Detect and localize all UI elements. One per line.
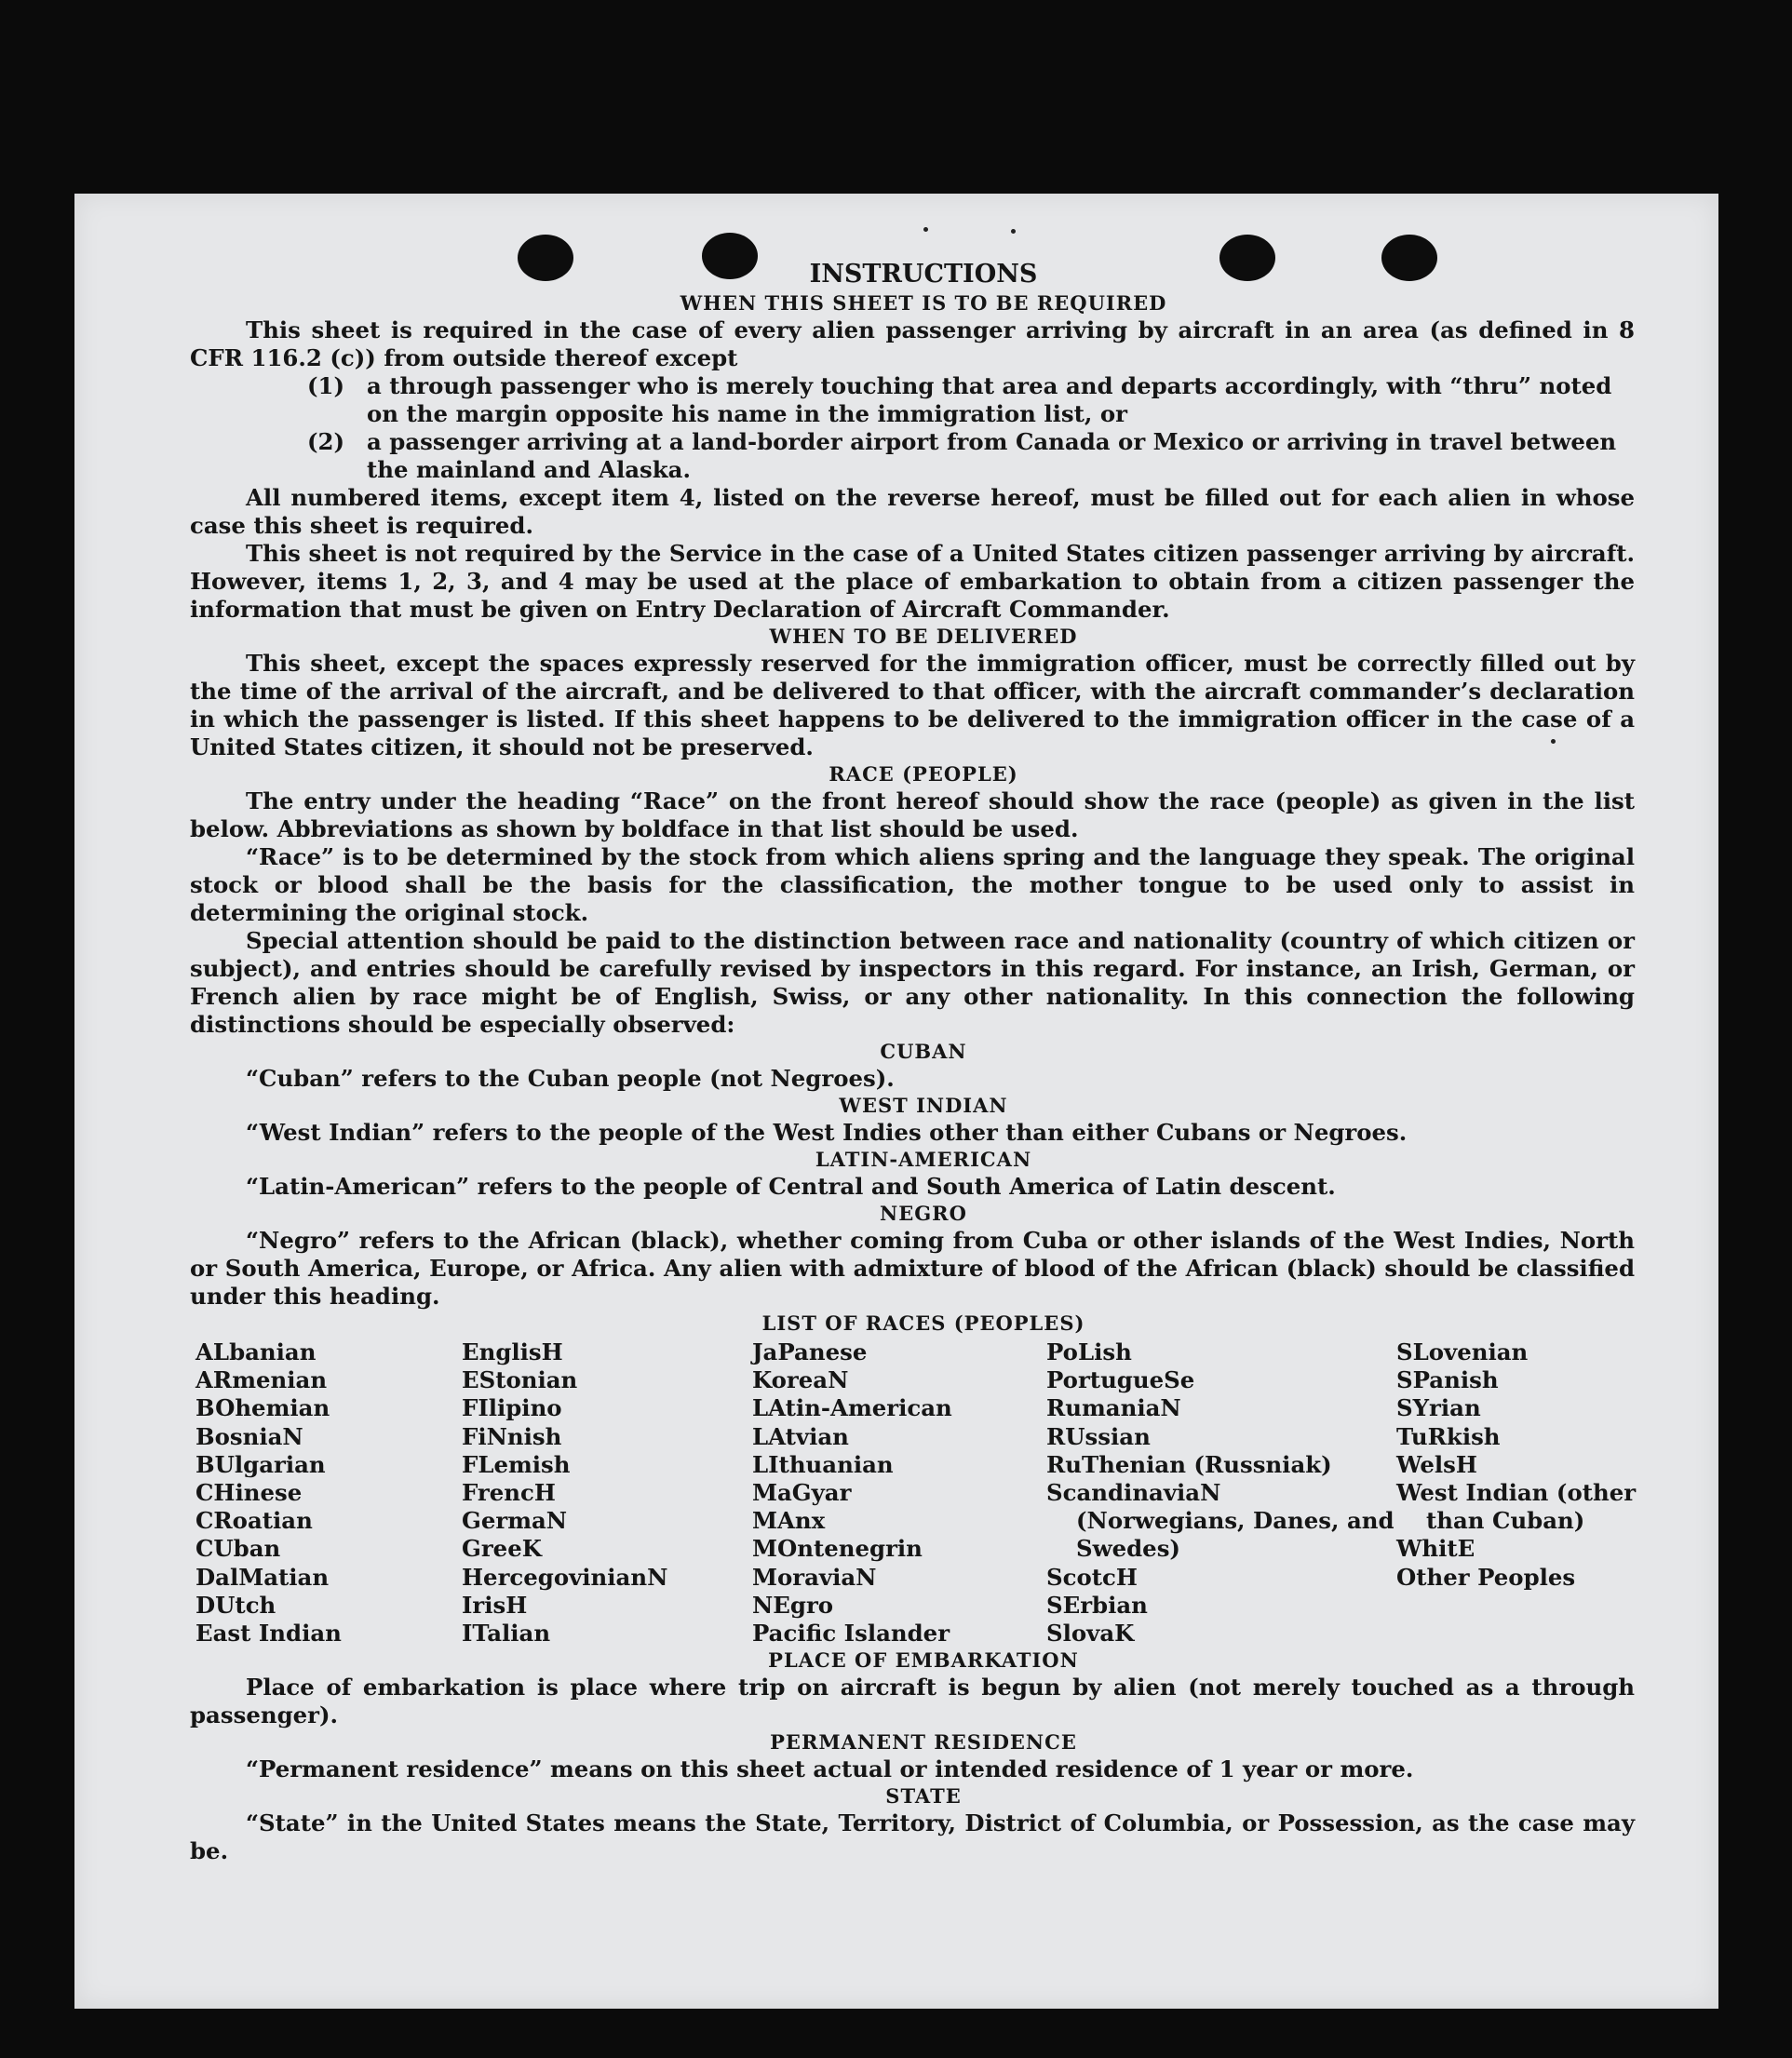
- race-entry: FLemish: [462, 1450, 571, 1478]
- race-entry: EnglisH: [462, 1338, 563, 1365]
- embarkation-definition: Place of embarkation is place where trip on aircraft is begun by alien (not merely touched as a through passenger).: [190, 1674, 1635, 1729]
- race-entry: GreeK: [462, 1535, 542, 1563]
- speck: [1011, 229, 1016, 234]
- race-entry: SErbian: [1046, 1591, 1148, 1619]
- west-indian-definition: “West Indian” refers to the people of the West Indies other than either Cubans or Negroes.: [246, 1119, 1408, 1146]
- heading-when-required: WHEN THIS SHEET IS TO BE REQUIRED: [680, 291, 1167, 315]
- race-entry: JaPanese: [752, 1338, 868, 1365]
- race-entry: Pacific Islander: [752, 1620, 950, 1648]
- race-paragraph-2: “Race” is to be determined by the stock from which aliens spring and the language they speak. The original stock or blood shall be the basis for the classification, the mother tongue to be used only to assist in determining the original stock.: [190, 843, 1635, 926]
- race-entry: FIlipino: [462, 1394, 562, 1422]
- residence-definition: “Permanent residence” means on this sheet actual or intended residence of 1 year or more.: [246, 1755, 1414, 1783]
- heading-permanent-residence: PERMANENT RESIDENCE: [770, 1730, 1077, 1755]
- race-entry: HercegovinianN: [462, 1563, 668, 1591]
- race-entry: LAtvian: [752, 1422, 849, 1450]
- race-entry: DUtch: [195, 1591, 276, 1619]
- heading-negro: NEGRO: [880, 1202, 967, 1225]
- race-entry: Other Peoples: [1396, 1563, 1576, 1591]
- race-entry: CHinese: [195, 1479, 303, 1507]
- race-entry: SYrian: [1396, 1394, 1481, 1422]
- race-entry: MAnx: [752, 1507, 826, 1535]
- exception-number: (2): [307, 428, 345, 455]
- race-entry: RuThenian (Russniak): [1046, 1450, 1332, 1478]
- races-column: [190, 1338, 462, 1648]
- race-entry: CRoatian: [195, 1507, 313, 1535]
- latin-american-definition: “Latin-American” refers to the people of Central and South America of Latin descent.: [246, 1173, 1336, 1200]
- race-entry: ScandinaviaN (Norwegians, Danes, and Swedes): [1046, 1479, 1395, 1563]
- race-entry: RUssian: [1046, 1422, 1151, 1450]
- heading-cuban: CUBAN: [880, 1040, 967, 1063]
- race-entry: SPanish: [1396, 1366, 1499, 1394]
- exception-number: (1): [307, 372, 345, 399]
- race-entry: NEgro: [752, 1591, 834, 1619]
- race-entry: ARmenian: [195, 1366, 328, 1394]
- races-list: [190, 1338, 1635, 1648]
- race-entry: MaGyar: [752, 1479, 852, 1507]
- race-entry: PortugueSe: [1046, 1366, 1195, 1394]
- races-column: [1046, 1338, 1396, 1648]
- exception-item: [190, 372, 1635, 428]
- race-entry: RumaniaN: [1046, 1394, 1181, 1422]
- numbered-items-paragraph: All numbered items, except item 4, listed on the reverse hereof, must be filled out for each alien in whose case this sheet is required.: [190, 484, 1635, 539]
- heading-state: STATE: [885, 1784, 962, 1809]
- races-column: [752, 1338, 1046, 1648]
- heading-embarkation: PLACE OF EMBARKATION: [768, 1648, 1079, 1673]
- page-title: INSTRUCTIONS: [809, 260, 1038, 289]
- heading-when-delivered: WHEN TO BE DELIVERED: [769, 625, 1078, 648]
- race-entry: PoLish: [1046, 1338, 1132, 1365]
- race-entry: GermaN: [462, 1507, 568, 1535]
- race-entry: West Indian (other than Cuban): [1396, 1479, 1637, 1535]
- race-entry: TuRkish: [1396, 1422, 1501, 1450]
- race-entry: BosniaN: [195, 1422, 303, 1450]
- race-entry: BOhemian: [195, 1394, 330, 1422]
- heading-latin-american: LATIN-AMERICAN: [815, 1148, 1032, 1171]
- race-entry: LAtin-American: [752, 1394, 952, 1422]
- race-paragraph-3: Special attention should be paid to the distinction between race and nationality (country of which citizen or subject), and entries should be carefully revised by inspectors in this regard. For instance, an Irish, German, or French alien by race might be of English, Swiss, or any other nationality. In this connection the following distinctions should be especially observed:: [190, 927, 1635, 1038]
- race-entry: FiNnish: [462, 1422, 562, 1450]
- race-entry: MOntenegrin: [752, 1535, 923, 1563]
- race-entry: SLovenian: [1396, 1338, 1529, 1365]
- race-entry: WelsH: [1396, 1450, 1477, 1478]
- race-entry: KoreaN: [752, 1366, 849, 1394]
- race-entry: IrisH: [462, 1591, 528, 1619]
- race-paragraph-1: The entry under the heading “Race” on the front hereof should show the race (people) as given in the list below. Abbreviations as shown by boldface in that list should be used.: [190, 787, 1635, 842]
- speck: [923, 227, 928, 232]
- races-column: [462, 1338, 752, 1648]
- race-entry: CUban: [195, 1535, 281, 1563]
- races-column: [1396, 1338, 1638, 1648]
- exception-item: [190, 428, 1635, 484]
- race-entry: FrencH: [462, 1479, 556, 1507]
- exception-text: a passenger arriving at a land-border airport from Canada or Mexico or arriving in travel between the mainland and Alaska.: [367, 428, 1617, 483]
- when-required-intro: This sheet is required in the case of every alien passenger arriving by aircraft in an area (as defined in 8 CFR 116.2 (c)) from outside thereof except: [190, 316, 1635, 371]
- race-entry: WhitE: [1396, 1535, 1475, 1563]
- delivery-paragraph: This sheet, except the spaces expressly reserved for the immigration officer, must be correctly filled out by the time of the arrival of the aircraft, and be delivered to that officer, with the aircraft commander’s declaration in which the passenger is listed. If this sheet happens to be delivered to the immigration officer in the case of a United States citizen, it should not be preserved.: [190, 650, 1635, 760]
- race-entry: BUlgarian: [195, 1450, 326, 1478]
- heading-race: RACE (PEOPLE): [829, 762, 1018, 786]
- race-entry: East Indian: [195, 1620, 342, 1648]
- race-entry: EStonian: [462, 1366, 578, 1394]
- instructions-content: [190, 259, 1635, 1865]
- state-definition: “State” in the United States means the State, Territory, District of Columbia, or Possession, as the case may be.: [190, 1809, 1635, 1865]
- document-sheet: [74, 194, 1718, 2009]
- cuban-definition: “Cuban” refers to the Cuban people (not Negroes).: [246, 1065, 895, 1092]
- race-entry: MoraviaN: [752, 1563, 877, 1591]
- heading-west-indian: WEST INDIAN: [839, 1094, 1008, 1117]
- race-entry: DalMatian: [195, 1563, 330, 1591]
- citizen-paragraph: This sheet is not required by the Service in the case of a United States citizen passenger arriving by aircraft. However, items 1, 2, 3, and 4 may be used at the place of embarkation to obtain from a citizen passenger the information that must be given on Entry Declaration of Aircraft Commander.: [190, 540, 1635, 623]
- race-entry: LIthuanian: [752, 1450, 894, 1478]
- race-entry: ITalian: [462, 1620, 551, 1648]
- exception-text: a through passenger who is merely touching that area and departs accordingly, with “thru” noted on the margin opposite his name in the immigration list, or: [367, 372, 1612, 427]
- race-entry: SlovaK: [1046, 1620, 1135, 1648]
- negro-definition: “Negro” refers to the African (black), whether coming from Cuba or other islands of the West Indies, North or South America, Europe, or Africa. Any alien with admixture of blood of the African (black) should be classified under this heading.: [190, 1227, 1635, 1310]
- heading-list-of-races: LIST OF RACES (PEOPLES): [761, 1311, 1085, 1335]
- race-entry: ALbanian: [195, 1338, 317, 1365]
- race-entry: ScotcH: [1046, 1563, 1138, 1591]
